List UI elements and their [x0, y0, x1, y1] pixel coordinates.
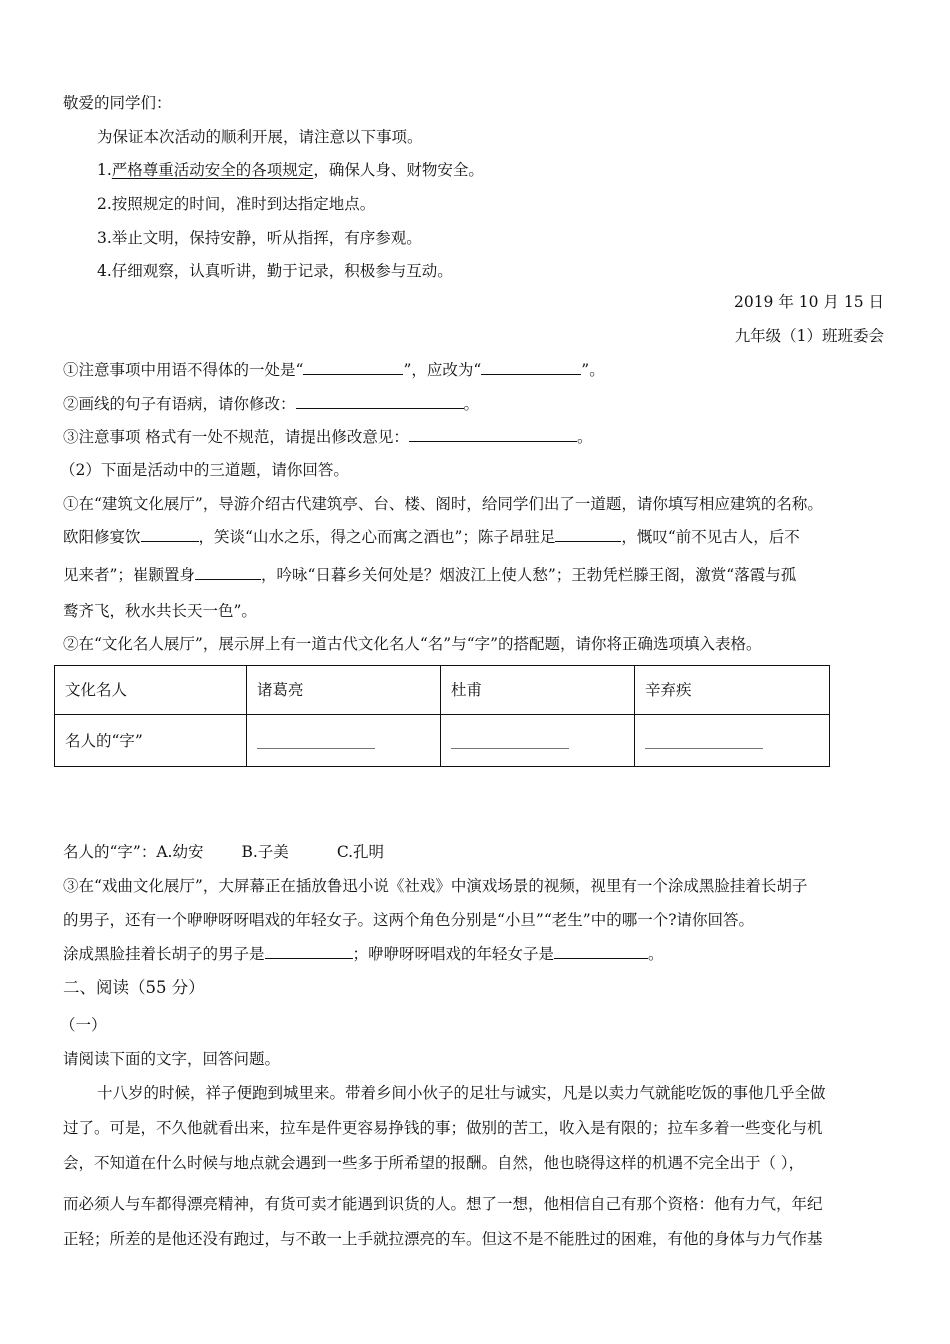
- table-header-cell: 杜甫: [441, 666, 635, 715]
- section-2-q1-line3: 鹜齐飞，秋水共长天一色”。: [63, 602, 257, 620]
- table-header-cell: 辛弃疾: [635, 666, 830, 715]
- q3-line3-c: 。: [648, 945, 664, 963]
- name-table: [54, 665, 830, 767]
- notice-date: 2019 年 10 月 15 日: [733, 293, 884, 311]
- q1-text-c: ”。: [581, 361, 605, 379]
- item-1-number: 1.: [97, 161, 112, 179]
- answer-blank[interactable]: [481, 360, 581, 375]
- underlined-sentence: 严格尊重活动安全的各项规定: [111, 161, 314, 179]
- q1-text-a: ①注意事项中用语不得体的一处是“: [63, 361, 304, 379]
- q1-line1-a: 欧阳修宴饮: [63, 528, 141, 546]
- q3-line3-b: ；咿咿呀呀唱戏的年轻女子是: [352, 945, 555, 963]
- answer-blank[interactable]: [257, 748, 375, 749]
- option-a: A.幼安: [156, 843, 204, 861]
- answer-blank[interactable]: [195, 565, 261, 580]
- table-answer-cell[interactable]: [635, 715, 830, 767]
- notice-intro: 为保证本次活动的顺利开展，请注意以下事项。: [97, 128, 423, 146]
- section-2-q1-line1: [63, 527, 800, 547]
- reading-section-title: 二、阅读（55 分）: [63, 978, 205, 997]
- answer-blank[interactable]: [141, 527, 199, 542]
- answer-blank[interactable]: [303, 360, 403, 375]
- notice-item-1: [97, 160, 484, 180]
- notice-signature: 九年级（1）班班委会: [734, 327, 884, 345]
- item-1-rest: ，确保人身、财物安全。: [313, 161, 484, 179]
- table-header-cell: 文化名人: [55, 666, 247, 715]
- question-2: [63, 394, 479, 414]
- table-answer-cell[interactable]: [441, 715, 635, 767]
- q1-line2-a: 见来者”；崔颢置身: [63, 566, 195, 584]
- question-3: [63, 427, 592, 447]
- reading-subsection: （一）: [60, 1016, 107, 1034]
- q3-text-b: 。: [576, 428, 593, 446]
- section-2-q3-line3: [63, 944, 664, 964]
- section-2-q2: ②在“文化名人展厅”，展示屏上有一道古代文化名人“名”与“字”的搭配题，请你将正确选项填入表格。: [63, 635, 762, 653]
- answer-blank[interactable]: [409, 427, 577, 442]
- reading-paragraph-line: 过了。可是，不久他就看出来，拉车是件更容易挣钱的事；做别的苦工，收入是有限的；拉车多着一些变化与机: [63, 1119, 823, 1137]
- reading-instruction: 请阅读下面的文字，回答问题。: [63, 1050, 281, 1068]
- options-line: [63, 842, 384, 862]
- options-label: 名人的“字”：: [63, 843, 157, 861]
- answer-blank[interactable]: [555, 527, 621, 542]
- q1-line2-b: ，吟咏“日暮乡关何处是？烟波江上使人愁”；王勃凭栏滕王阁，激赏“落霞与孤: [260, 566, 797, 584]
- answer-blank[interactable]: [265, 944, 353, 959]
- notice-item-4: 4.仔细观察，认真听讲，勤于记录，积极参与互动。: [97, 262, 453, 280]
- q1-line1-c: ，慨叹“前不见古人，后不: [621, 528, 800, 546]
- table-row-label: 名人的“字”: [55, 715, 247, 767]
- section-2-q1: ①在“建筑文化展厅”，导游介绍古代建筑亭、台、楼、阁时，给同学们出了一道题，请你填写相应建筑的名称。: [63, 495, 823, 513]
- q1-line1-b: ，笑谈“山水之乐，得之心而寓之酒也”；陈子昂驻足: [198, 528, 556, 546]
- answer-blank[interactable]: [645, 748, 763, 749]
- greeting: 敬爱的同学们：: [63, 94, 172, 112]
- table-answer-cell[interactable]: [247, 715, 441, 767]
- q3-text-a: ③注意事项 格式有一处不规范，请提出修改意见：: [63, 428, 409, 446]
- section-2-q3-line2: 的男子，还有一个咿咿呀呀唱戏的年轻女子。这两个角色分别是“小旦”“老生”中的哪一个?请你回答。: [63, 911, 755, 929]
- answer-blank[interactable]: [554, 944, 648, 959]
- option-b: B.子美: [241, 843, 289, 861]
- reading-paragraph-line: 正轻；所差的是他还没有跑过，与不敢一上手就拉漂亮的车。但这不是不能胜过的困难，有他的身体与力气作基: [63, 1230, 823, 1248]
- reading-paragraph-line: 十八岁的时候，祥子便跑到城里来。带着乡间小伙子的足壮与诚实，凡是以卖力气就能吃饭的事他几乎全做: [97, 1084, 826, 1102]
- table-header-cell: 诸葛亮: [247, 666, 441, 715]
- answer-blank[interactable]: [296, 394, 464, 409]
- notice-item-3: 3.举止文明，保持安静，听从指挥，有序参观。: [97, 229, 422, 247]
- q2-text-b: 。: [463, 395, 480, 413]
- reading-paragraph-line: 而必须人与车都得漂亮精神，有货可卖才能遇到识货的人。想了一想，他相信自己有那个资格：他有力气，年纪: [63, 1195, 823, 1213]
- q3-line3-a: 涂成黑脸挂着长胡子的男子是: [63, 945, 265, 963]
- question-1: [63, 360, 605, 380]
- reading-paragraph-line: 会，不知道在什么时候与地点就会遇到一些多于所希望的报酬。自然，他也晓得这样的机遇不完全出于（ ），: [63, 1154, 805, 1172]
- notice-item-2: 2.按照规定的时间，准时到达指定地点。: [97, 195, 376, 213]
- option-c: C.孔明: [336, 843, 385, 861]
- q2-text-a: ②画线的句子有语病，请你修改：: [63, 395, 296, 413]
- q1-text-b: ”，应改为“: [403, 361, 482, 379]
- section-2-title: （2）下面是活动中的三道题，请你回答。: [60, 461, 349, 479]
- section-2-q3-line1: ③在“戏曲文化展厅”，大屏幕正在插放鲁迅小说《社戏》中演戏场景的视频，视里有一个涂成黑脸挂着长胡子: [63, 877, 808, 895]
- answer-blank[interactable]: [451, 748, 569, 749]
- section-2-q1-line2: [63, 565, 796, 585]
